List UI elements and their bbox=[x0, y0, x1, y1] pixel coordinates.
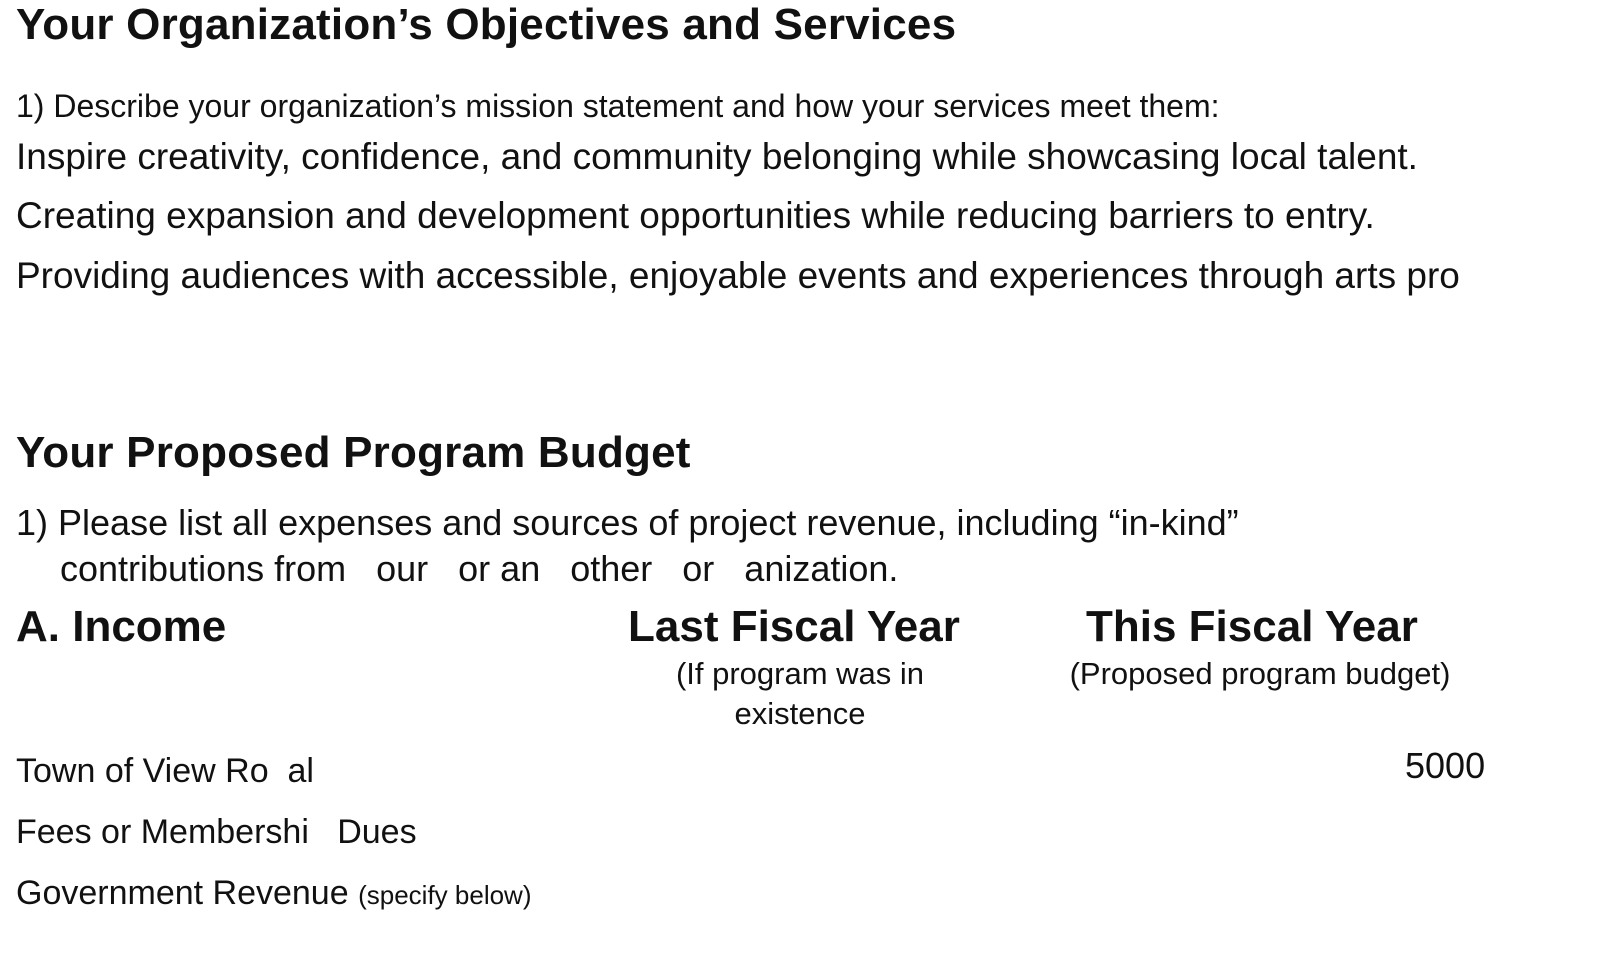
budget-question-line-1: 1) Please list all expenses and sources of project revenue, including “in-kind” bbox=[16, 502, 1239, 543]
answer-line-1: Inspire creativity, confidence, and community belonging while showcasing local talent. bbox=[16, 136, 1418, 177]
this-fiscal-year-subtitle: (Proposed program budget) bbox=[1069, 656, 1451, 691]
row-label-government: Government Revenue bbox=[16, 874, 349, 912]
mission-question: 1) Describe your organization’s mission statement and how your services meet them: bbox=[16, 88, 1220, 124]
last-fiscal-year-header: Last Fiscal Year bbox=[628, 602, 960, 651]
objectives-heading: Your Organization’s Objectives and Services bbox=[16, 0, 957, 49]
town-this-year-value: 5000 bbox=[1405, 745, 1486, 786]
row-label-town: Town of View Ro al bbox=[16, 752, 314, 790]
row-label-fees: Fees or Membershi Dues bbox=[16, 813, 417, 851]
last-fiscal-year-subtitle: (If program was in existence bbox=[675, 656, 925, 731]
answer-line-2: Creating expansion and development opportunities while reducing barriers to entry. bbox=[16, 195, 1375, 236]
income-heading: A. Income bbox=[16, 602, 227, 651]
budget-heading: Your Proposed Program Budget bbox=[16, 428, 691, 477]
this-fiscal-year-header: This Fiscal Year bbox=[1086, 602, 1418, 651]
answer-line-3: Providing audiences with accessible, enjoyable events and experiences through arts pro bbox=[16, 255, 1460, 296]
budget-question-line-2: contributions from our or an other or anization. bbox=[60, 548, 899, 589]
table-row bbox=[16, 874, 532, 913]
row-note-government: (specify below) bbox=[358, 880, 532, 910]
